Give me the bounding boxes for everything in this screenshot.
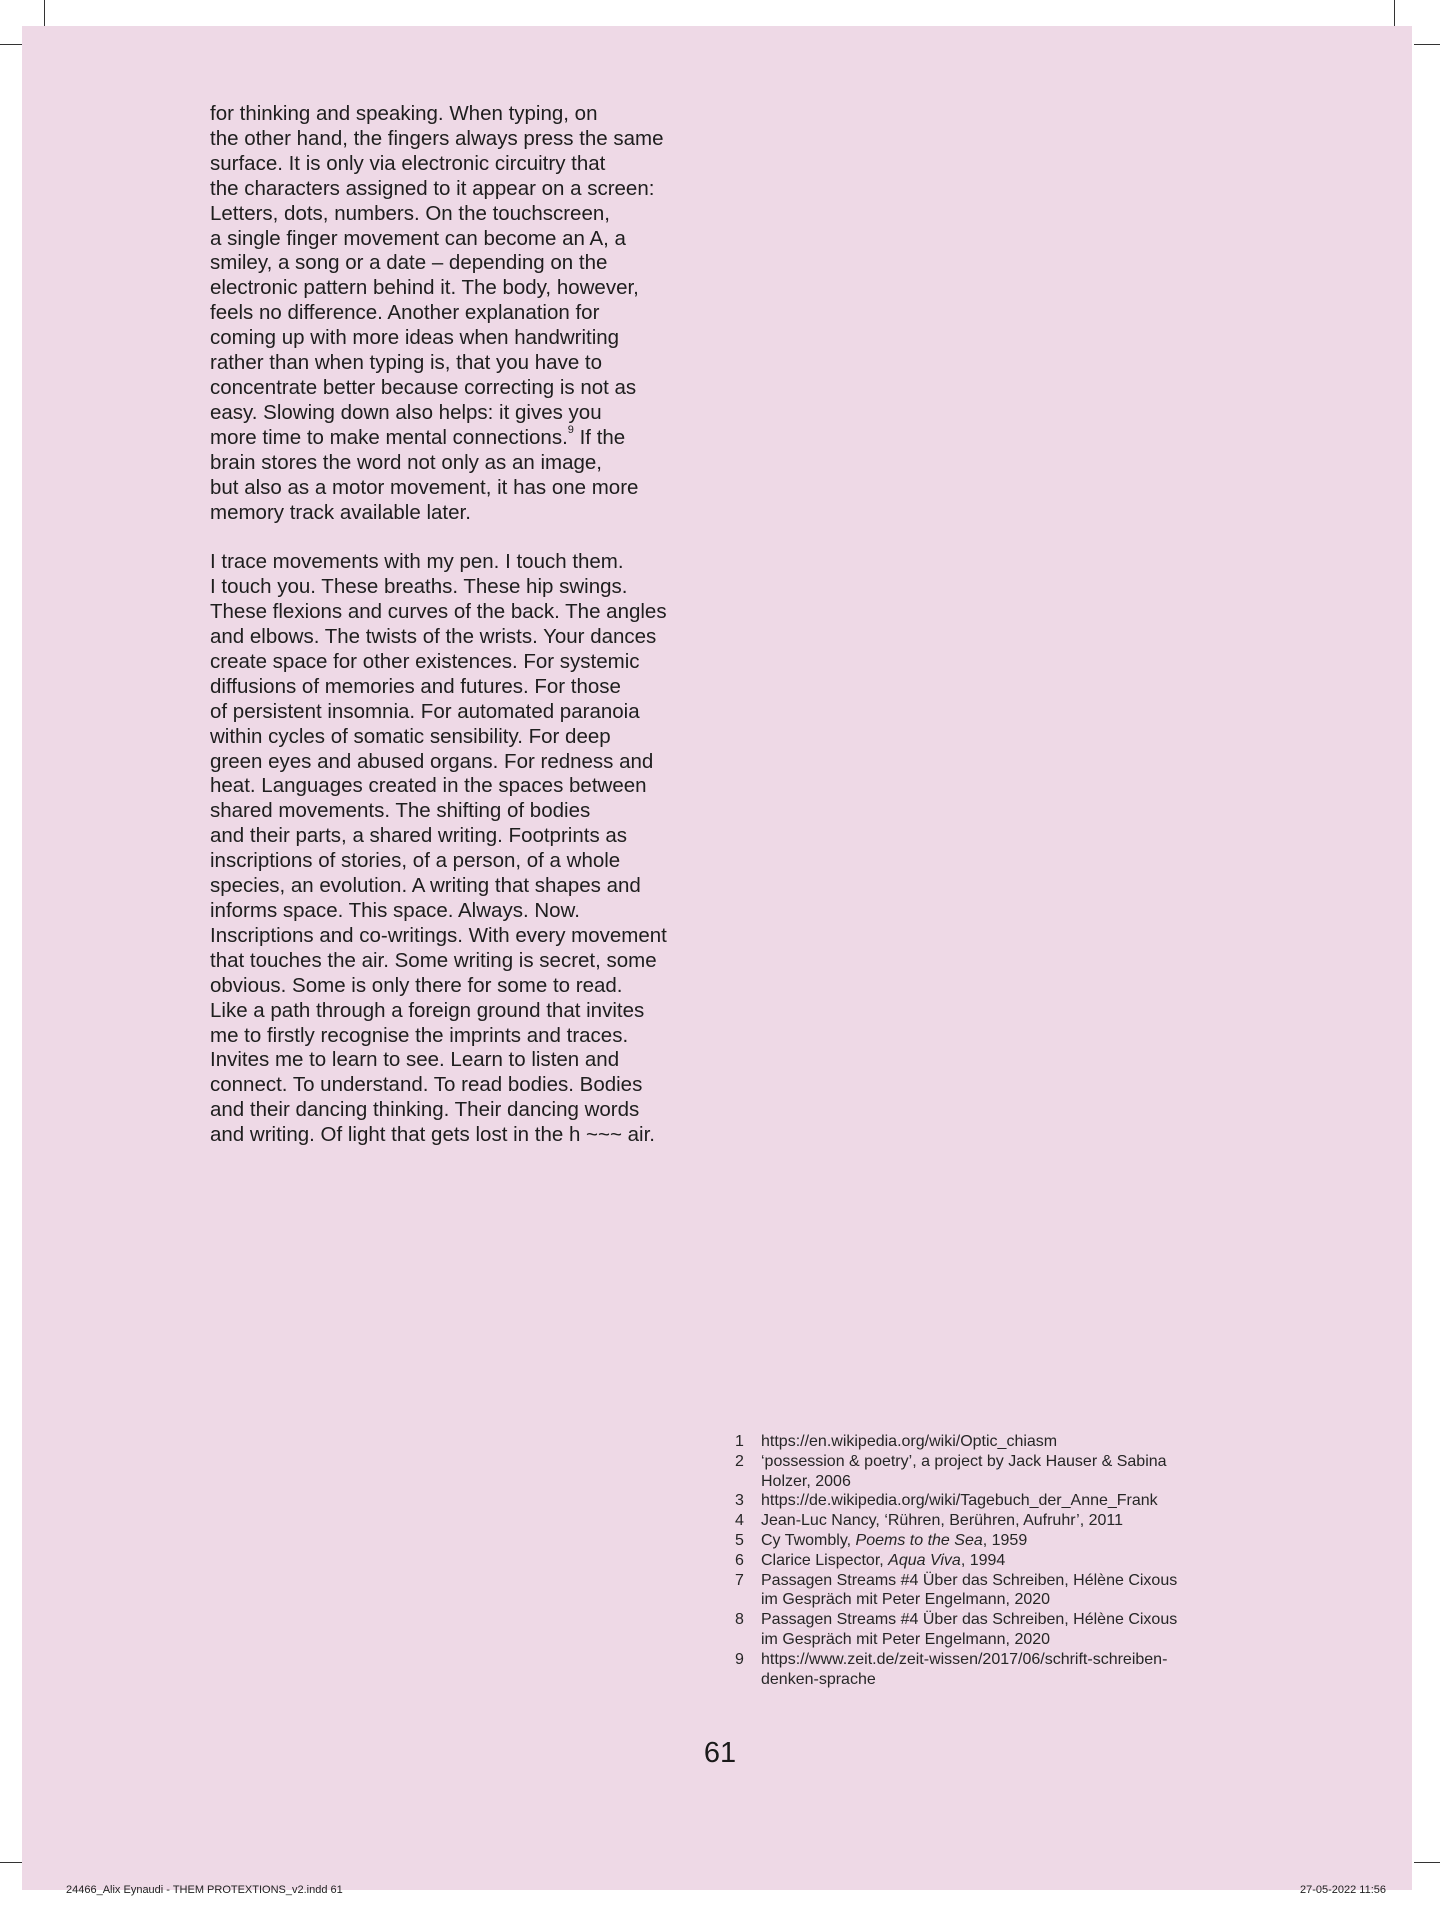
page-number: 61 [703, 1737, 737, 1769]
text-line: connect. To understand. To read bodies. Bodies [210, 1073, 643, 1097]
text-line: Invites me to learn to see. Learn to listen and [210, 1048, 620, 1072]
text-line: inscriptions of stories, of a person, of a whole [210, 849, 621, 873]
text-line: diffusions of memories and futures. For those [210, 674, 621, 698]
footnote-text [761, 1551, 1255, 1571]
text-line: concentrate better because correcting is not as [210, 375, 637, 399]
text-line: easy. Slowing down also helps: it gives you [210, 400, 602, 424]
footnote-author: Cy Twombly, [761, 1531, 856, 1549]
text-line: and their dancing thinking. Their dancing words [210, 1098, 640, 1122]
print-slug-date: 27-05-2022 11:56 [1299, 1884, 1386, 1896]
text-segment: more time to make mental connections. [210, 425, 568, 449]
footnote-item [735, 1610, 1255, 1650]
footnote-number: 4 [735, 1512, 744, 1530]
footnote-text: Jean-Luc Nancy, ‘Rühren, Berühren, Aufruhr’, 2011 [761, 1512, 1123, 1530]
footnote-number: 5 [735, 1531, 744, 1549]
text-line: shared movements. The shifting of bodies [210, 799, 591, 823]
text-line: species, an evolution. A writing that shapes and [210, 874, 641, 898]
footnote-text: Holzer, 2006 [761, 1472, 851, 1490]
text-line: Letters, dots, numbers. On the touchscreen, [210, 201, 610, 225]
text-line: I trace movements with my pen. I touch them. [210, 550, 624, 574]
text-line: me to firstly recognise the imprints and traces. [210, 1023, 629, 1047]
print-slug-filename: 24466_Alix Eynaudi - THEM PROTEXTIONS_v2.indd 61 [66, 1884, 343, 1896]
text-line: and their parts, a shared writing. Footprints as [210, 824, 628, 848]
paragraph-1 [210, 102, 730, 525]
footnote-text: im Gespräch mit Peter Engelmann, 2020 [761, 1591, 1051, 1609]
text-line: within cycles of somatic sensibility. For deep [210, 724, 611, 748]
main-text [210, 102, 730, 1148]
text-line: create space for other existences. For systemic [210, 649, 640, 673]
footnote-text: Passagen Streams #4 Über das Schreiben, Hélène Cixous [761, 1611, 1178, 1629]
text-line: informs space. This space. Always. Now. [210, 898, 580, 922]
paragraph-2 [210, 550, 730, 1148]
footnote-item [735, 1551, 1255, 1571]
footnote-number: 1 [735, 1433, 744, 1450]
text-line: the characters assigned to it appear on a screen: [210, 176, 655, 200]
footnote-link[interactable]: https://de.wikipedia.org/wiki/Tagebuch_der_Anne_Frank [761, 1492, 1158, 1510]
footnote-number: 6 [735, 1551, 744, 1569]
footnotes [735, 1432, 1255, 1689]
text-line: feels no difference. Another explanation for [210, 301, 600, 325]
text-line: I touch you. These breaths. These hip swings. [210, 575, 628, 599]
text-line: that touches the air. Some writing is secret, some [210, 948, 657, 972]
footnote-work-title: Aqua Viva [888, 1551, 961, 1569]
text-line: electronic pattern behind it. The body, however, [210, 276, 639, 300]
text-line: rather than when typing is, that you have to [210, 351, 603, 375]
text-line: green eyes and abused organs. For redness and [210, 749, 654, 773]
text-line: the other hand, the fingers always press the same [210, 126, 664, 150]
footnote-item [735, 1452, 1255, 1492]
text-line: and elbows. The twists of the wrists. Your dances [210, 625, 657, 649]
footnote-link[interactable]: https://www.zeit.de/zeit-wissen/2017/06/schrift-schreiben- [761, 1650, 1168, 1668]
text-line: These flexions and curves of the back. The angles [210, 600, 667, 624]
footnote-text: ‘possession & poetry’, a project by Jack Hauser & Sabina [761, 1452, 1167, 1470]
crop-mark-right-bottom [1414, 1862, 1440, 1863]
text-line: Like a path through a foreign ground that invites [210, 998, 645, 1022]
footnote-link[interactable]: denken-sprache [761, 1670, 876, 1688]
footnote-text: Passagen Streams #4 Über das Schreiben, Hélène Cixous [761, 1571, 1178, 1589]
footnote-item [735, 1571, 1255, 1611]
footnote-item [735, 1432, 1255, 1452]
text-line: a single finger movement can become an A, a [210, 226, 626, 250]
text-line: for thinking and speaking. When typing, on [210, 102, 598, 125]
text-line: of persistent insomnia. For automated paranoia [210, 699, 640, 723]
footnote-number: 8 [735, 1611, 744, 1629]
footnote-text: im Gespräch mit Peter Engelmann, 2020 [761, 1630, 1051, 1648]
footnote-number: 9 [735, 1650, 744, 1668]
text-line-with-footnote [210, 423, 730, 451]
crop-mark-top-right [1394, 0, 1395, 26]
footnote-item [735, 1511, 1255, 1531]
footnote-item [735, 1491, 1255, 1511]
footnote-number: 2 [735, 1452, 744, 1470]
crop-mark-top-left [44, 0, 45, 26]
text-line: coming up with more ideas when handwriting [210, 326, 620, 350]
text-line: Inscriptions and co-writings. With every movement [210, 923, 667, 947]
text-line: obvious. Some is only there for some to read. [210, 973, 623, 997]
text-line: and writing. Of light that gets lost in the h ~~~ air. [210, 1123, 655, 1147]
footnote-number: 3 [735, 1492, 744, 1510]
footnote-item [735, 1531, 1255, 1551]
footnote-number: 7 [735, 1571, 744, 1589]
footnote-item [735, 1650, 1255, 1690]
text-line: surface. It is only via electronic circuitry that [210, 151, 606, 175]
text-line: smiley, a song or a date – depending on the [210, 251, 608, 275]
crop-mark-right-top [1414, 44, 1440, 45]
footnote-author: Clarice Lispector, [761, 1551, 889, 1569]
footnote-year: , 1959 [982, 1531, 1028, 1549]
text-line: memory track available later. [210, 500, 471, 524]
footnote-year: , 1994 [960, 1551, 1006, 1569]
text-segment: If the [573, 425, 626, 449]
footnote-work-title: Poems to the Sea [855, 1531, 983, 1549]
footnote-link[interactable]: https://en.wikipedia.org/wiki/Optic_chiasm [761, 1433, 1058, 1450]
text-line: heat. Languages created in the spaces between [210, 774, 647, 798]
footnote-reference: 9 [567, 423, 574, 436]
text-line: but also as a motor movement, it has one more [210, 475, 639, 499]
text-line: brain stores the word not only as an image, [210, 450, 602, 474]
footnote-text [761, 1531, 1255, 1551]
